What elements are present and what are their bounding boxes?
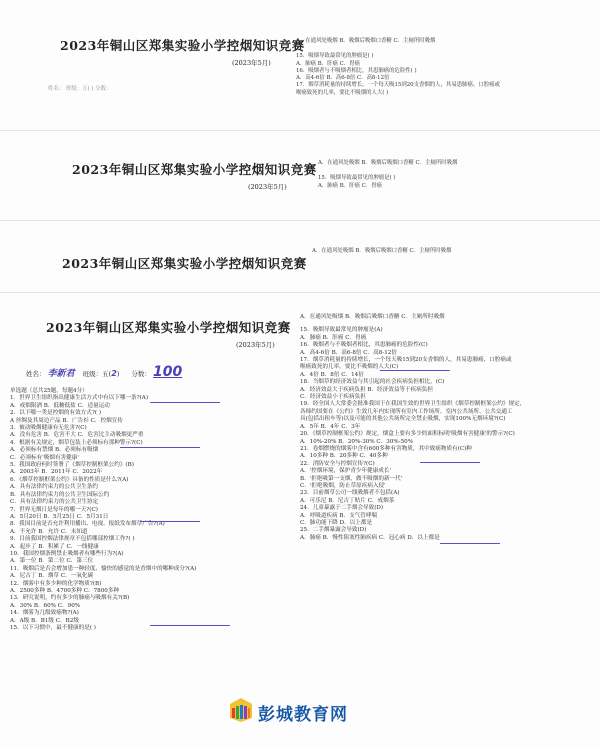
question-line: A．没有危害 B．危害不大 C．危害比主动吸烟更严重 xyxy=(10,432,144,439)
line: 15．吸烟导致最常见的肿瘤是( ) xyxy=(318,175,396,182)
date-strip-2: (2023年5月) xyxy=(248,183,287,191)
question-line: 具(包括出租车等)以及可能的其他公共场所完全禁止吸烟，实现100%无烟环境?(C) xyxy=(300,416,506,423)
question-line: A．2003年 B．2011年 C．2022年 xyxy=(10,469,103,476)
ink-underline xyxy=(120,447,200,448)
question-line: 喉癌致死的几率，要比不吸烟的人大(C) xyxy=(300,364,399,371)
fields-strip-1: 姓名： 班级：五( ) 分数： xyxy=(48,86,112,92)
question-line: C．肺功能下降 D．以上都是 xyxy=(300,519,373,526)
line: A．高4-6倍 B．高6-8倍 C．高8-12倍 xyxy=(296,75,390,82)
question-line: A．第一位 B．第二位 C．第三位 xyxy=(10,558,94,565)
question-line: 11．吸烟后是否会增加患一种轻度、愉快的感觉的是香烟中的哪种成分?(A) xyxy=(10,565,197,572)
title-strip-1: 2023年铜山区郑集实验小学控烟知识竞赛 xyxy=(60,38,305,53)
question-line: 各缔约国要在《公约》生效几年内实现所有室内工作场所、室内公共场所、公共交通工 xyxy=(300,408,513,415)
question-line: 12．烟雾中有多少种的化学物质?(B) xyxy=(10,580,102,587)
question-line: A．经济效益大于疾病负担 B．经济效益等于疾病负担 xyxy=(300,386,433,393)
site-logo xyxy=(228,692,378,732)
question-line: 9．目前我国控烟法律规章不包括哪部控烟工作?( ) xyxy=(10,536,135,543)
question-line: A．在通风处吸烟 B．吸烟后吸烟口香糖 C．主厕所时吸烟 xyxy=(300,314,445,320)
question-line: A．肺癌 B．肝癌 C．胃癌 xyxy=(300,334,367,341)
question-line: 单选题（总共25题，每题4分） xyxy=(10,388,88,394)
right-column-strip-1 xyxy=(296,38,500,97)
question-line: B．'拒绝吸第一支烟，做不吸烟的新一代' xyxy=(300,475,403,482)
line: 喉癌致死的几率，要比不吸烟的人大( ) xyxy=(296,89,389,96)
line: 17．烟草消耗量的持续增长，一个每天吸15到20支香烟的人，其易患肺癌、口腔癌或 xyxy=(296,82,500,89)
handwritten-name: 李新君 xyxy=(47,369,75,379)
question-line: 6．《烟草控制框架公约》具备的性质是什么?(A) xyxy=(10,476,129,483)
question-line: C．经济效益小于疾病负担 xyxy=(300,394,366,401)
ink-underline xyxy=(440,543,500,544)
question-line: A．不允许 B．允许 C．未知道 xyxy=(10,528,88,535)
name-label: 姓名： xyxy=(26,370,46,378)
ink-underline xyxy=(150,625,230,626)
question-line: 17．烟草消耗量的持续增长，一个每天吸15到20支香烟的人，其易患肺癌、口腔癌或 xyxy=(300,357,512,364)
question-line: A．5年 B．4年 C．3年 xyxy=(300,423,361,430)
class-label: 班级：五( xyxy=(82,370,112,378)
line: A．在通风处吸烟 B．吸烟后吸烟口香糖 C．主厕所时吸烟 xyxy=(296,38,436,44)
question-line: A．'控烟环境，保护青少年健康成长' xyxy=(300,468,392,475)
question-line: A．呼吸道疾病 B．支气管哮喘 xyxy=(300,512,378,519)
question-line: 23．目前烟草公司一线吸烟者不包括(A) xyxy=(300,490,400,497)
question-line: 24．儿童暴露于二手烟会导致(D) xyxy=(300,505,384,512)
question-line: 4．根据有关规定，烟草包装上必须标有那种警示?(C) xyxy=(10,439,143,446)
question-line: 10．我国控烟条例禁止吸烟者有哪些行为?(A) xyxy=(10,550,124,557)
question-line: A．必须标有禁烟 B．必须标有吸烟 xyxy=(10,447,99,454)
ink-underline xyxy=(420,462,480,463)
handwritten-score: 100 xyxy=(153,364,183,380)
question-line: A．尼古丁 B．烟草 C．一氧化碳 xyxy=(10,573,94,580)
question-line: 14．烟雾为几级致癌物?(A) xyxy=(10,610,79,617)
ink-underline xyxy=(150,402,220,403)
questions-right-column xyxy=(300,314,525,542)
question-line: A．肺癌 B．慢性阻塞性肺疾病 C．冠心病 D．以上都是 xyxy=(300,534,440,541)
question-line: A．戒烟限酒 B．低糖低盐 C．适量运动 xyxy=(10,402,110,409)
question-line: 13．研究说明，约有多少的肺癌与吸烟有关?(B) xyxy=(10,595,130,602)
question-line: 3．被动吸烟健康有无危害?(C) xyxy=(10,425,87,432)
question-line: 1．世界卫生组织指出健康生活方式中有以下哪一条?(A) xyxy=(10,395,149,402)
class-close: ) xyxy=(116,370,120,378)
question-line: 2．以下哪一类是控烟的有效方式?( ) xyxy=(10,410,102,417)
question-line: 18．当烟草的经济效益与其引起的社会疾病负担相比，(C) xyxy=(300,379,445,386)
logo-text: 彭城教育网 xyxy=(258,705,348,725)
questions-left-column xyxy=(10,388,196,632)
page-title: 2023年铜山区郑集实验小学控烟知识竞赛 xyxy=(46,320,291,335)
line: 15．吸烟导致最常见的肿瘤是( ) xyxy=(296,53,374,60)
question-line: 15．以下习惯中，最不健康的是( ) xyxy=(10,625,96,631)
question-line: B．具有法律约束力的公共卫生国际公约 xyxy=(10,491,110,498)
question-line: A．具有法律约束力的公共卫生条约 xyxy=(10,484,98,491)
question-line: 21．卷烟燃烧的烟雾中含有600多种有害物质，其中致癌物质有(C)种 xyxy=(300,445,472,452)
title-strip-2: 2023年铜山区郑集实验小学控烟知识竞赛 xyxy=(72,162,317,177)
question-line: A．5月20日 B．5月25日 C．5月31日 xyxy=(10,513,109,520)
right-line-strip-3: A．在通风处吸烟 B．吸烟后吸烟口香糖 C．主厕所时吸烟 xyxy=(312,248,452,254)
title-strip-3: 2023年铜山区郑集实验小学控烟知识竞赛 xyxy=(62,256,307,271)
ink-underline xyxy=(380,370,450,371)
date-strip-1: (2023年5月) xyxy=(232,59,271,67)
question-line: 16．吸烟者与不吸烟者相比，其患肺癌的危险性(C) xyxy=(300,342,428,349)
question-line: A．可乐尼 B．尼古丁贴片 C．戒烟茶 xyxy=(300,497,395,504)
question-line: 8．我国目前是否允许利用播出、电视、报纸发布烟草广告?(A) xyxy=(10,521,165,528)
question-line: A．起步了 B．积累了 C．一线健康 xyxy=(10,543,99,550)
question-line: A．2500多种 B．4700多种 C．7800多种 xyxy=(10,587,120,594)
right-column-strip-2 xyxy=(318,160,457,190)
question-line: A．10多种 B．20多种 C．40多种 xyxy=(300,453,388,460)
line: A．在通风处吸烟 B．吸烟后吸烟口香糖 C．主厕所时吸烟 xyxy=(318,160,458,166)
question-line: C．'拒绝吸烟，防止草原疾病入侵' xyxy=(300,482,386,489)
question-line: A．30% B．60% C．90% xyxy=(10,602,81,609)
score-label: 分数： xyxy=(131,370,151,378)
strip-divider xyxy=(0,220,600,221)
question-line: A 丝绸及其周边产品 B．广告衫 C．控烟宣传 xyxy=(10,417,123,424)
question-line: C．具有法律约束力的公共卫生协定 xyxy=(10,499,99,506)
line: A．肺癌 B．肝癌 C．胃癌 xyxy=(318,182,382,189)
question-line: 20．《烟草控制框架公约》规定，烟盒上要有多少的面积标明'吸烟有害健康'的警示?(C) xyxy=(300,431,515,438)
question-line: 5．我国政府何时签署了《烟草控制框架公约》(B) xyxy=(10,462,134,469)
strip-divider xyxy=(0,292,600,293)
question-line: 15．吸烟导致最常见的肿瘤是(A) xyxy=(300,327,383,334)
ink-underline xyxy=(140,521,200,522)
strip-divider xyxy=(0,130,600,131)
student-info-row xyxy=(26,364,182,380)
line: 16．吸烟者与不吸烟者相比，其患肺癌的危险性( ) xyxy=(296,67,417,74)
question-line: A．10%-20% B．20%-30% C．30%-50% xyxy=(300,438,414,445)
handwritten-class: 2 xyxy=(111,369,117,378)
question-line: 19．经全国人大常委会批准我国于在我国生效的世界卫生组织《烟草控制框架公约》规定， xyxy=(300,401,526,408)
question-line: A．高4-6倍 B．高6-8倍 C．高8-12倍 xyxy=(300,349,397,356)
page-date: (2023年5月) xyxy=(236,341,275,349)
question-line: C．必须标有'吸烟有害健康' xyxy=(10,454,79,461)
question-line: 7．世界无烟日是每年的哪一天?(C) xyxy=(10,506,98,513)
line: A．肺癌 B．肝癌 C．胃癌 xyxy=(296,60,360,67)
question-line: A．A级 B．B1级 C．B2级 xyxy=(10,617,79,624)
question-line: A．4倍 B．8倍 C．14倍 xyxy=(300,371,364,378)
question-line: 25．二手烟暴露会导致(D) xyxy=(300,527,367,534)
question-line: 22．消防安全与控烟宣传?(C) xyxy=(300,460,375,467)
book-icon xyxy=(228,696,254,724)
